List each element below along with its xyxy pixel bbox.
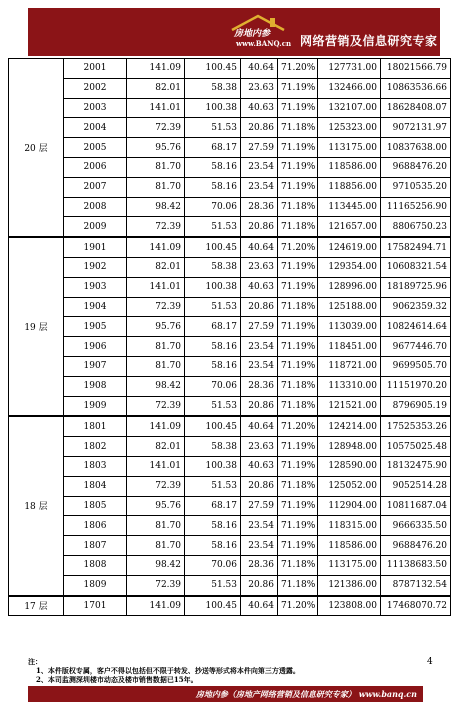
table-row: [9, 437, 451, 457]
table-cell: 113175.00: [318, 138, 381, 158]
table-row: [9, 217, 451, 237]
room-number-cell: 1905: [64, 317, 127, 337]
table-cell: 123808.00: [318, 596, 381, 616]
table-cell: 113039.00: [318, 317, 381, 337]
table-cell: 17582494.71: [381, 237, 451, 257]
table-cell: 128590.00: [318, 456, 381, 476]
room-number-cell: 1901: [64, 237, 127, 257]
room-number-cell: 2008: [64, 197, 127, 217]
table-cell: 81.70: [127, 337, 185, 357]
room-number-cell: 1803: [64, 456, 127, 476]
table-cell: 100.38: [185, 456, 241, 476]
table-cell: 23.63: [241, 437, 278, 457]
table-cell: 40.63: [241, 98, 278, 118]
table-cell: 58.16: [185, 157, 241, 177]
table-cell: 20.86: [241, 297, 278, 317]
table-row: [9, 516, 451, 536]
table-row: [9, 396, 451, 416]
table-cell: 72.39: [127, 217, 185, 237]
table-cell: 100.38: [185, 98, 241, 118]
table-row: [9, 237, 451, 257]
room-number-cell: 2002: [64, 78, 127, 98]
room-number-cell: 1807: [64, 536, 127, 556]
table-cell: 124619.00: [318, 237, 381, 257]
table-cell: 40.64: [241, 59, 278, 79]
table-row: [9, 138, 451, 158]
table-cell: 71.19%: [278, 177, 318, 197]
table-cell: 9688476.20: [381, 536, 451, 556]
footer-banner: [28, 686, 423, 702]
table-cell: 71.19%: [278, 456, 318, 476]
room-number-cell: 1808: [64, 555, 127, 575]
table-cell: 113175.00: [318, 555, 381, 575]
table-cell: 23.54: [241, 516, 278, 536]
table-cell: 141.09: [127, 416, 185, 436]
table-cell: 9666335.50: [381, 516, 451, 536]
table-cell: 71.19%: [278, 317, 318, 337]
table-cell: 58.16: [185, 536, 241, 556]
notes-label: 注：: [28, 657, 42, 666]
table-cell: 8787132.54: [381, 575, 451, 595]
table-cell: 10608321.54: [381, 257, 451, 277]
table-row: [9, 536, 451, 556]
table-cell: 9688476.20: [381, 157, 451, 177]
table-cell: 9710535.20: [381, 177, 451, 197]
table-cell: 128996.00: [318, 277, 381, 297]
floor-label: 19 层: [9, 237, 64, 416]
table-cell: 71.19%: [278, 98, 318, 118]
room-number-cell: 2006: [64, 157, 127, 177]
table-row: [9, 337, 451, 357]
table-row: [9, 118, 451, 138]
room-number-cell: 1802: [64, 437, 127, 457]
table-cell: 72.39: [127, 575, 185, 595]
room-number-cell: 1909: [64, 396, 127, 416]
table-cell: 72.39: [127, 396, 185, 416]
table-cell: 71.18%: [278, 476, 318, 496]
table-cell: 10863536.66: [381, 78, 451, 98]
table-cell: 9062359.32: [381, 297, 451, 317]
room-number-cell: 1906: [64, 337, 127, 357]
table-cell: 100.45: [185, 596, 241, 616]
table-cell: 71.19%: [278, 157, 318, 177]
table-cell: 112904.00: [318, 496, 381, 516]
table-cell: 10824614.64: [381, 317, 451, 337]
room-number-cell: 2003: [64, 98, 127, 118]
sales-table: [8, 58, 451, 616]
floor-label: 18 层: [9, 416, 64, 595]
table-cell: 58.38: [185, 437, 241, 457]
table-cell: 17525353.26: [381, 416, 451, 436]
table-cell: 72.39: [127, 297, 185, 317]
room-number-cell: 1701: [64, 596, 127, 616]
table-row: [9, 456, 451, 476]
table-cell: 9072131.97: [381, 118, 451, 138]
table-cell: 58.16: [185, 356, 241, 376]
table-row: [9, 575, 451, 595]
table-cell: 28.36: [241, 376, 278, 396]
table-cell: 18628408.07: [381, 98, 451, 118]
table-cell: 28.36: [241, 555, 278, 575]
table-cell: 121657.00: [318, 217, 381, 237]
page-number: 4: [427, 657, 433, 667]
table-cell: 10575025.48: [381, 437, 451, 457]
table-row: [9, 596, 451, 616]
table-cell: 98.42: [127, 197, 185, 217]
table-cell: 40.63: [241, 277, 278, 297]
table-cell: 58.38: [185, 78, 241, 98]
table-row: [9, 257, 451, 277]
table-cell: 11165256.90: [381, 197, 451, 217]
table-cell: 27.59: [241, 138, 278, 158]
table-cell: 95.76: [127, 496, 185, 516]
table-row: [9, 416, 451, 436]
table-cell: 71.18%: [278, 118, 318, 138]
table-row: [9, 197, 451, 217]
table-cell: 113445.00: [318, 197, 381, 217]
table-cell: 71.19%: [278, 356, 318, 376]
table-cell: 70.06: [185, 197, 241, 217]
table-row: [9, 59, 451, 79]
table-cell: 70.06: [185, 376, 241, 396]
notes-line-2: 2、本司监测深圳楼市动态及楼市销售数据已15年。: [36, 675, 198, 684]
table-cell: 71.18%: [278, 555, 318, 575]
table-cell: 71.20%: [278, 416, 318, 436]
table-cell: 40.64: [241, 237, 278, 257]
table-row: [9, 177, 451, 197]
table-cell: 58.16: [185, 337, 241, 357]
table-cell: 118586.00: [318, 536, 381, 556]
table-cell: 18189725.96: [381, 277, 451, 297]
table-cell: 98.42: [127, 376, 185, 396]
table-cell: 71.19%: [278, 437, 318, 457]
table-cell: 20.86: [241, 217, 278, 237]
table-cell: 70.06: [185, 555, 241, 575]
table-cell: 71.20%: [278, 237, 318, 257]
table-cell: 118315.00: [318, 516, 381, 536]
table-cell: 127731.00: [318, 59, 381, 79]
table-cell: 71.18%: [278, 217, 318, 237]
table-cell: 72.39: [127, 476, 185, 496]
table-cell: 100.38: [185, 277, 241, 297]
floor-label: 17 层: [9, 596, 64, 616]
table-cell: 71.19%: [278, 138, 318, 158]
room-number-cell: 2007: [64, 177, 127, 197]
table-cell: 23.63: [241, 78, 278, 98]
table-cell: 58.38: [185, 257, 241, 277]
room-number-cell: 2001: [64, 59, 127, 79]
table-cell: 51.53: [185, 575, 241, 595]
table-cell: 68.17: [185, 317, 241, 337]
table-row: [9, 476, 451, 496]
table-row: [9, 78, 451, 98]
table-cell: 68.17: [185, 496, 241, 516]
floor-label: 20 层: [9, 59, 64, 238]
room-number-cell: 1801: [64, 416, 127, 436]
notes-line-1: 1、本件版权专属，客户不得以包括但不限于转发、抄送等形式将本件向第三方透露。: [36, 666, 300, 675]
table-cell: 81.70: [127, 356, 185, 376]
table-cell: 58.16: [185, 516, 241, 536]
room-number-cell: 1903: [64, 277, 127, 297]
footer-text: 房地内参（房地产网络营销及信息研究专家） www.banq.cn: [195, 689, 417, 699]
table-cell: 23.54: [241, 536, 278, 556]
table-cell: 118586.00: [318, 157, 381, 177]
table-cell: 121521.00: [318, 396, 381, 416]
table-cell: 121386.00: [318, 575, 381, 595]
table-cell: 18021566.79: [381, 59, 451, 79]
table-cell: 11151970.20: [381, 376, 451, 396]
table-cell: 40.63: [241, 456, 278, 476]
room-number-cell: 1809: [64, 575, 127, 595]
header-title: 网络营销及信息研究专家: [300, 34, 438, 48]
table-cell: 23.54: [241, 177, 278, 197]
table-row: [9, 555, 451, 575]
table-cell: 8806750.23: [381, 217, 451, 237]
table-cell: 113310.00: [318, 376, 381, 396]
table-cell: 27.59: [241, 496, 278, 516]
table-cell: 20.86: [241, 118, 278, 138]
table-cell: 71.18%: [278, 297, 318, 317]
table-cell: 20.86: [241, 396, 278, 416]
table-cell: 71.18%: [278, 197, 318, 217]
table-cell: 71.19%: [278, 536, 318, 556]
table-cell: 82.01: [127, 78, 185, 98]
table-cell: 71.19%: [278, 78, 318, 98]
room-number-cell: 1907: [64, 356, 127, 376]
table-cell: 58.16: [185, 177, 241, 197]
table-cell: 98.42: [127, 555, 185, 575]
table-cell: 23.54: [241, 337, 278, 357]
logo-text: 房地内参: [234, 29, 271, 39]
table-cell: 40.64: [241, 416, 278, 436]
table-cell: 141.09: [127, 59, 185, 79]
room-number-cell: 1904: [64, 297, 127, 317]
room-number-cell: 1908: [64, 376, 127, 396]
table-row: [9, 496, 451, 516]
table-cell: 95.76: [127, 317, 185, 337]
table-cell: 9699505.70: [381, 356, 451, 376]
table-cell: 95.76: [127, 138, 185, 158]
room-number-cell: 2004: [64, 118, 127, 138]
table-cell: 141.01: [127, 456, 185, 476]
table-cell: 23.54: [241, 157, 278, 177]
table-row: [9, 317, 451, 337]
notes: [28, 657, 408, 684]
table-cell: 100.45: [185, 59, 241, 79]
table-cell: 82.01: [127, 257, 185, 277]
table-cell: 71.19%: [278, 257, 318, 277]
table-cell: 51.53: [185, 396, 241, 416]
table-cell: 23.63: [241, 257, 278, 277]
table-cell: 125323.00: [318, 118, 381, 138]
table-cell: 141.09: [127, 596, 185, 616]
table-cell: 8796905.19: [381, 396, 451, 416]
room-number-cell: 1805: [64, 496, 127, 516]
table-cell: 28.36: [241, 197, 278, 217]
table-cell: 125188.00: [318, 297, 381, 317]
table-cell: 71.20%: [278, 596, 318, 616]
table-cell: 118451.00: [318, 337, 381, 357]
table-cell: 51.53: [185, 118, 241, 138]
table-cell: 141.01: [127, 277, 185, 297]
table-cell: 81.70: [127, 177, 185, 197]
table-cell: 51.53: [185, 476, 241, 496]
table-cell: 118721.00: [318, 356, 381, 376]
table-cell: 71.19%: [278, 516, 318, 536]
table-cell: 40.64: [241, 596, 278, 616]
table-cell: 51.53: [185, 217, 241, 237]
logo-url: www.BANQ.cn: [236, 39, 292, 48]
table-cell: 118856.00: [318, 177, 381, 197]
table-cell: 71.18%: [278, 575, 318, 595]
table-cell: 23.54: [241, 356, 278, 376]
table-cell: 51.53: [185, 297, 241, 317]
table-cell: 72.39: [127, 118, 185, 138]
table-cell: 9677446.70: [381, 337, 451, 357]
table-cell: 71.18%: [278, 396, 318, 416]
table-cell: 128948.00: [318, 437, 381, 457]
table-cell: 100.45: [185, 237, 241, 257]
table-cell: 81.70: [127, 536, 185, 556]
table-cell: 141.01: [127, 98, 185, 118]
table-row: [9, 297, 451, 317]
table-cell: 81.70: [127, 157, 185, 177]
room-number-cell: 1806: [64, 516, 127, 536]
table-cell: 100.45: [185, 416, 241, 436]
table-cell: 9052514.28: [381, 476, 451, 496]
table-cell: 71.20%: [278, 59, 318, 79]
table-cell: 71.19%: [278, 337, 318, 357]
table-cell: 20.86: [241, 476, 278, 496]
table-cell: 20.86: [241, 575, 278, 595]
table-cell: 71.19%: [278, 277, 318, 297]
table-cell: 17468070.72: [381, 596, 451, 616]
room-number-cell: 1804: [64, 476, 127, 496]
table-cell: 81.70: [127, 516, 185, 536]
table-cell: 125052.00: [318, 476, 381, 496]
table-cell: 27.59: [241, 317, 278, 337]
table-cell: 82.01: [127, 437, 185, 457]
table-row: [9, 376, 451, 396]
table-cell: 141.09: [127, 237, 185, 257]
table-row: [9, 98, 451, 118]
table-cell: 132107.00: [318, 98, 381, 118]
table-cell: 68.17: [185, 138, 241, 158]
table-row: [9, 356, 451, 376]
table-row: [9, 277, 451, 297]
room-number-cell: 2009: [64, 217, 127, 237]
table-cell: 10837638.00: [381, 138, 451, 158]
room-number-cell: 2005: [64, 138, 127, 158]
room-number-cell: 1902: [64, 257, 127, 277]
table-cell: 71.18%: [278, 376, 318, 396]
table-cell: 11138683.50: [381, 555, 451, 575]
table-cell: 124214.00: [318, 416, 381, 436]
table-cell: 18132475.90: [381, 456, 451, 476]
table-cell: 71.19%: [278, 496, 318, 516]
table-cell: 132466.00: [318, 78, 381, 98]
table-cell: 10811687.04: [381, 496, 451, 516]
table-row: [9, 157, 451, 177]
table-cell: 129354.00: [318, 257, 381, 277]
